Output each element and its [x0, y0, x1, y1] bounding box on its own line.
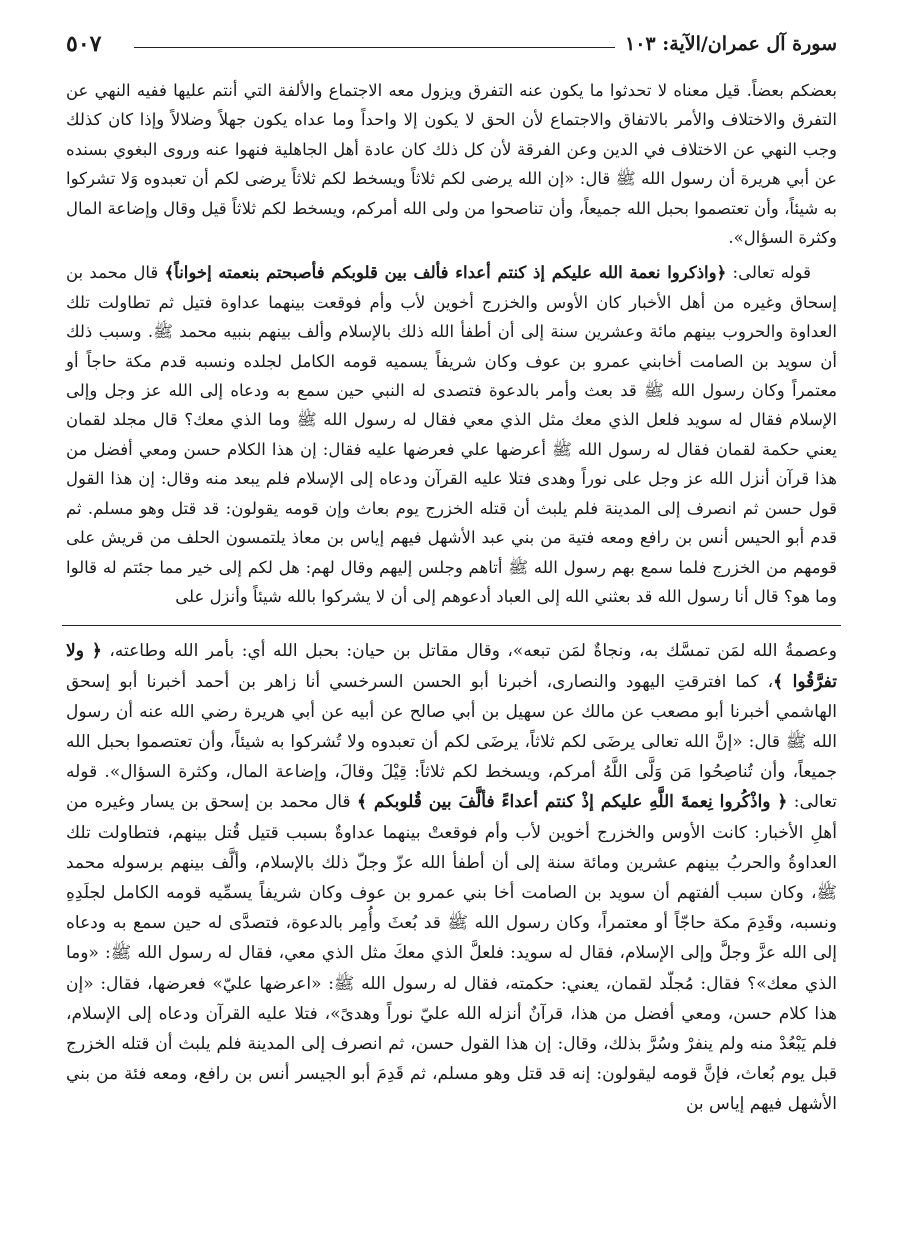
commentary-segment-2: ، كما افترقتِ اليهود والنصارى، أخبرنا أبو الحسن السرخسي أنا زاهر بن أحمد أخبرنا أبو إسحق الهاشمي أخبرنا أبو مصعب عن مالك عن سهيل بن أبي صالح عن أبيه عن أبي هريرة رضي الله عنه أن رسول الله ﷺ قال: «إنَّ الله تعالى يرضَى لكم ثلاثاً، يرضَى لكم أن تعبدوه ولا تُشركوا به شيئاً، وأن تعتصموا بحبل الله جميعاً، وأن تُناصِحُوا مَن وَلَّى اللَّهُ أمركم، ويسخط لكم ثلاثاً: قِيْلَ وقالَ، وإضاعة المال، وكثرة السؤال». قوله تعالى: — [66, 671, 837, 813]
quran-quote: ﴿ واذْكُروا نِعمةَ اللَّهِ عليكم إذْ كنتم أعداءً فألَّفَ بين قُلوبكم ﴾ — [357, 792, 788, 813]
quran-quote: ﴿ ولا تفرَّقُوا ﴾ — [66, 641, 837, 692]
main-paragraph-2 — [66, 258, 837, 611]
running-header-title: سورة آل عمران/الآية: ١٠٣ — [615, 32, 837, 56]
commentary-segment-1: وعصمةُ الله لمَن تمسَّك به، ونجاةٌ لمَن تبعه»، وقال مقاتل بن حيان: بحبل الله أي: بأمر الله وطاعته، — [101, 641, 837, 662]
page-number: ٥٠٧ — [66, 32, 111, 56]
commentary-paragraph — [66, 636, 837, 1119]
footnote-divider — [62, 625, 841, 626]
quran-quote: ﴿واذكروا نعمة الله عليكم إذ كنتم أعداء فألف بين قلوبكم فأصبحتم بنعمته إخواناً﴾ — [164, 263, 727, 283]
commentary-segment-3: قال محمد بن إسحق بن يسار وغيره من أهلِ الأخبار: كانت الأوس والخزرج أخوين لأب وأم فوقعتْ بينهما عداوةٌ بسبب قتيل قُتل بينهم، فتطاولت تلك العداوةُ والحربُ بينهم عشرين ومائة سنة إلى أن أطفأ الله عزّ وجلّ ذلك بالإسلام، وألَّف بينهم برسوله محمد ﷺ، وكان سبب ألفتهم أن سويد بن الصامت أخا بني عمرو بن عوف وكان شريفاً يسمِّيه قومه الكامل لجلَدِهِ ونسبه، وقَدِمَ مكة حاجّاً أو معتمراً، وكان رسول الله ﷺ قد بُعثَ وأُمِر بالدعوة، فتصدَّى له حين سمع به ودعاه إلى الله عزَّ وجلَّ وإلى الإسلام، فقال له سويد: فلعلَّ الذي معكَ مثل الذي معي، فقال له رسول الله ﷺ: «وما الذي معك»؟ فقال: مُجلّد لقمان، يعني: حكمته، فقال له رسول الله ﷺ: «اعرضها عليّ» فعرضها، فقال: «إن هذا كلام حسن، ومعي أفضل من هذا، قرآنٌ أنزله الله عليّ نوراً وهدىً»، فتلا عليه القرآن ودعاه إلى الإسلام، فلم يَبْعُدْ منه ولم ينفرْ وسُرَّ بذلك، وقال: إن هذا القول حسن، ثم انصرف إلى المدينة فلم يلبث أن قتله الخزرج قبل يوم بُعاث، فإنَّ قومه ليقولون: إنه قد قتل وهو مسلم، ثم قَدِمَ أبو الجيسر أنس بن رافع، ومعه فئة من بني الأشهل فيهم إياس بن — [66, 792, 837, 1115]
commentary-text — [66, 636, 837, 1119]
page-header — [66, 26, 837, 56]
main-paragraph-2-body: قال محمد بن إسحاق وغيره من أهل الأخبار كان الأوس والخزرج أخوين لأب وأم فوقعت بينهما عداوة فتيل ثم تطاولت تلك العداوة والحروب بينهم مائة وعشرين سنة إلى أن أطفأ الله ذلك بالإسلام وألف بينهم بنبيه محمد ﷺ. وسبب ذلك أن سويد بن الصامت أخابني عمرو بن عوف وكان شريفاً يسميه قومه الكامل لجلده ونسبه قدم مكة حاجاً أو معتمراً وكان رسول الله ﷺ قد بعث وأمر بالدعوة فتصدى له النبي حين سمع به ودعاه إلى الله عز وجل وإلى الإسلام فقال له سويد فلعل الذي معك مثل الذي معي فقال له رسول الله ﷺ وما الذي معك؟ قال مجلد لقمان يعني حكمة لقمان فقال له رسول الله ﷺ أعرضها علي فعرضها عليه فقال: إن هذا الكلام حسن ومعي أفضل من هذا قرآن أنزل الله عز وجل على نوراً وهدى فتلا عليه القرآن ودعاه إلى الإسلام فلم يبعد منه وقال: إن هذا القول قول حسن ثم انصرف إلى المدينة فلم يلبث أن قتله الخزرج يوم بعاث وإن قومه يقولون: قد قتل وهو مسلم. ثم قدم أبو الحيس أنس بن رافع ومعه فتية من بني عبد الأشهل فيهم إياس بن معاذ يلتمسون الحلف من قريش على قومهم من الخزرج فلما سمع بهم رسول الله ﷺ أتاهم وجلس إليهم وقال لهم: هل لكم إلى خير مما جئتم له قالوا وما هو؟ قال أنا رسول الله قد بعثني الله إلى العباد أدعوهم إلى أن لا يشركوا بالله شيئاً وأنزل على — [66, 263, 837, 606]
header-rule — [134, 47, 647, 48]
main-paragraph-1: بعضكم بعضاً. قيل معناه لا تحدثوا ما يكون عنه التفرق ويزول معه الاجتماع والألفة التي أنتم عليها ففيه النهي عن التفرق والاختلاف والأمر بالاتفاق والاجتماع لأن الحق لا يكون إلا واحداً وما عداه يكون جهلاً وضلالاً وإذا كان كذلك وجب النهي عن الاختلاف في الدين وعن الفرقة لأن كل ذلك كان عادة أهل الجاهلية فنهوا عنه وروى البغوي بسنده عن أبي هريرة أن رسول الله ﷺ قال: «إن الله يرضى لكم ثلاثاً ويسخط لكم ثلاثاً يرضى لكم أن تعبدوه وَلا تشركوا به شيئاً، وأن تعتصموا بحبل الله جميعاً، وأن تناصحوا من ولى الله أمركم، ويسخط لكم ثلاثاً قيل وقال وإضاعة المال وكثرة السؤال». — [66, 81, 837, 248]
main-text — [66, 76, 837, 611]
main-paragraph-2-prefix: قوله تعالى: — [726, 263, 811, 283]
